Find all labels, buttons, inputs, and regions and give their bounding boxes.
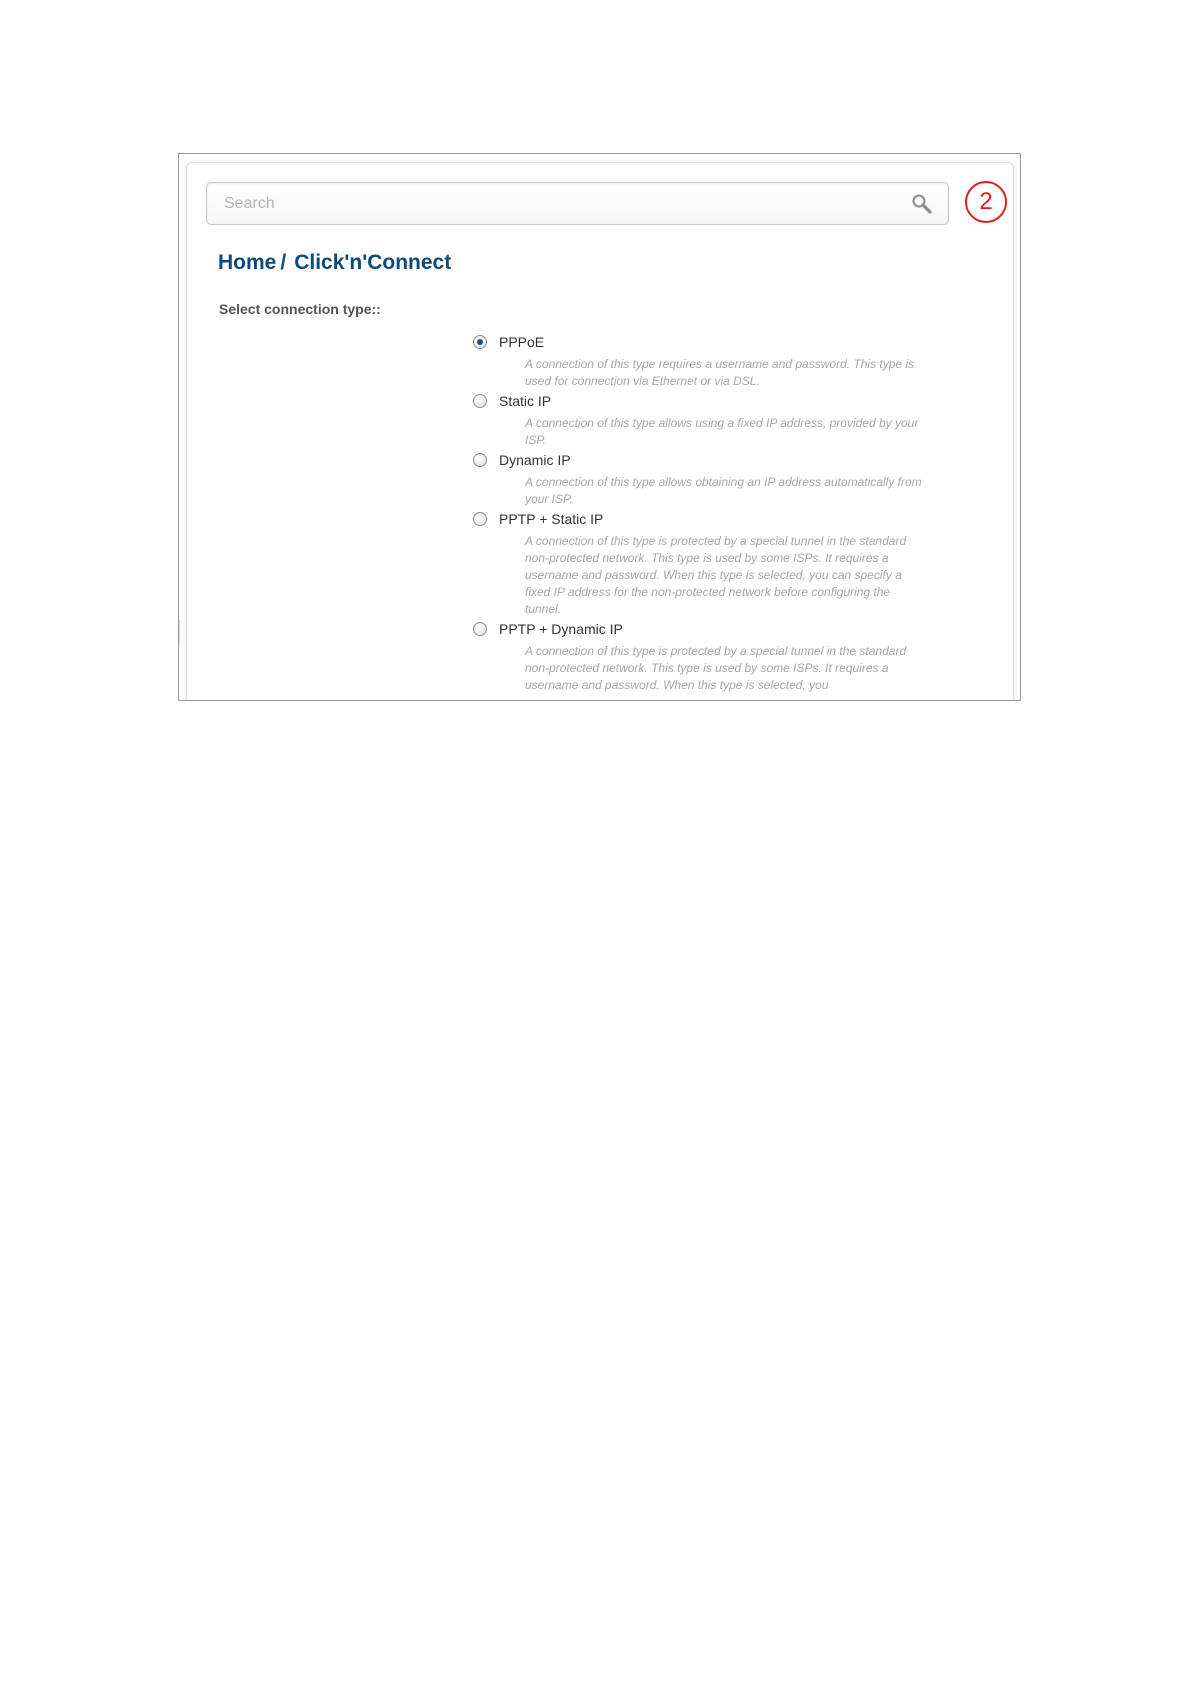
option-label[interactable]: Static IP bbox=[499, 393, 552, 409]
option-static-ip bbox=[473, 390, 933, 449]
search-bar[interactable] bbox=[206, 182, 949, 225]
radio-button-dynamic-ip[interactable] bbox=[473, 453, 487, 467]
option-dynamic-ip bbox=[473, 449, 933, 508]
option-pppoe bbox=[473, 331, 933, 390]
breadcrumb-current: Click'n'Connect bbox=[294, 251, 452, 274]
breadcrumb bbox=[218, 251, 451, 275]
option-pptp-dynamic-ip bbox=[473, 618, 933, 694]
divider bbox=[179, 620, 180, 646]
option-label[interactable]: PPTP + Dynamic IP bbox=[499, 621, 623, 637]
option-row[interactable] bbox=[473, 618, 933, 640]
option-pptp-static-ip bbox=[473, 508, 933, 618]
option-row[interactable] bbox=[473, 390, 933, 412]
radio-button-static-ip[interactable] bbox=[473, 394, 487, 408]
option-label[interactable]: Dynamic IP bbox=[499, 452, 571, 468]
connection-type-options bbox=[473, 331, 933, 694]
screenshot-frame bbox=[178, 153, 1021, 701]
breadcrumb-separator: / bbox=[280, 251, 287, 274]
radio-button-pptp-static-ip[interactable] bbox=[473, 512, 487, 526]
search-icon[interactable] bbox=[910, 192, 934, 216]
option-row[interactable] bbox=[473, 508, 933, 530]
breadcrumb-home-link[interactable]: Home bbox=[218, 251, 277, 274]
option-row[interactable] bbox=[473, 449, 933, 471]
radio-button-pptp-dynamic-ip[interactable] bbox=[473, 622, 487, 636]
option-description: A connection of this type allows using a fixed IP address, provided by your ISP. bbox=[525, 416, 919, 447]
option-label[interactable]: PPPoE bbox=[499, 334, 545, 350]
option-row[interactable] bbox=[473, 331, 933, 353]
step-number-marker: 2 bbox=[965, 181, 1007, 223]
option-description: A connection of this type is protected by a special tunnel in the standard non-protected network. This type is used by some ISPs. It requires a username and password. When this type is selected, you can specify a fixed IP address for the non-protected network before configuring the tunnel. bbox=[525, 534, 907, 616]
option-description: A connection of this type is protected by a special tunnel in the standard non-protected network. This type is used by some ISPs. It requires a username and password. When this type is selected, you bbox=[525, 644, 907, 692]
search-input[interactable] bbox=[207, 183, 887, 224]
section-label: Select connection type:: bbox=[219, 301, 381, 317]
option-label[interactable]: PPTP + Static IP bbox=[499, 511, 604, 527]
radio-button-pppoe[interactable] bbox=[473, 335, 487, 349]
option-description: A connection of this type requires a username and password. This type is used for connection via Ethernet or via DSL. bbox=[525, 357, 915, 388]
option-description: A connection of this type allows obtaining an IP address automatically from your ISP. bbox=[525, 475, 922, 506]
content-panel bbox=[186, 162, 1014, 701]
